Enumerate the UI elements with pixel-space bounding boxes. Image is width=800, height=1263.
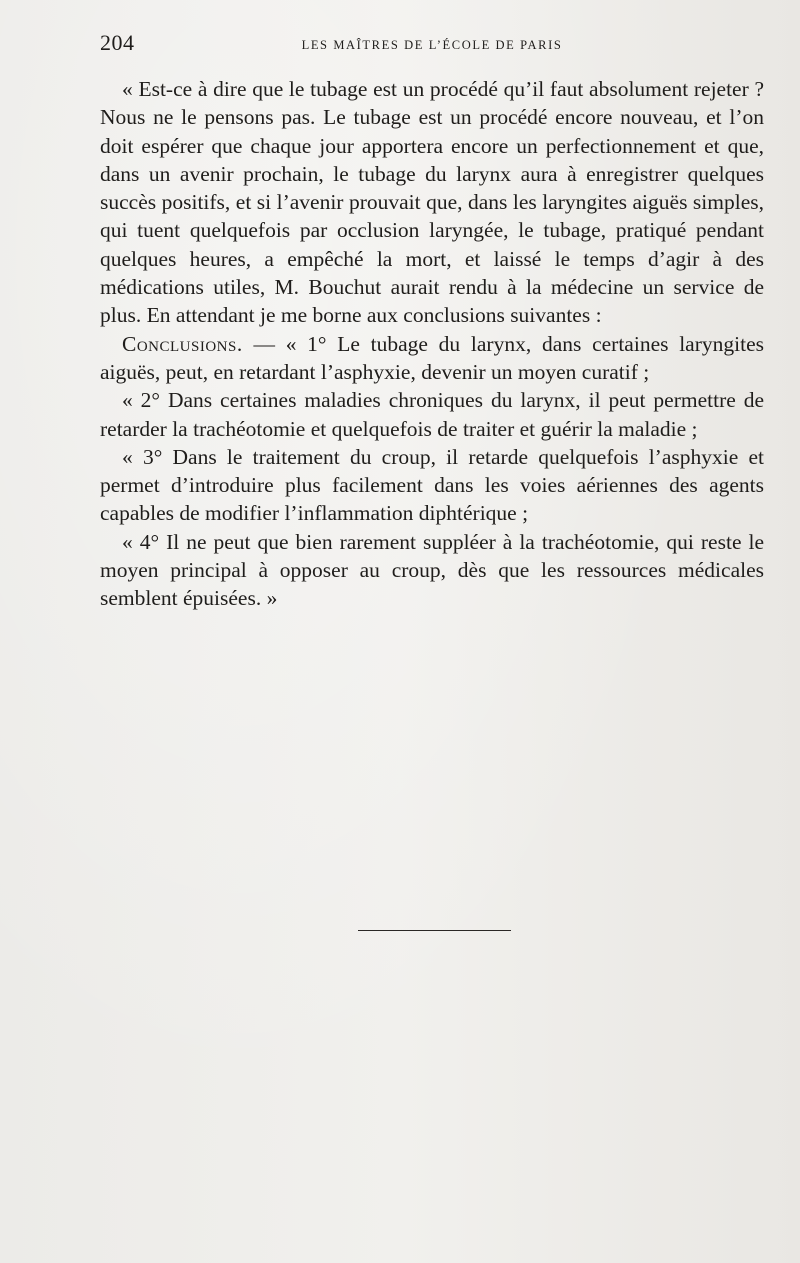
conclusions-label: Conclusions. (122, 331, 243, 356)
running-head: LES MAÎTRES DE L’ÉCOLE DE PARIS (301, 38, 563, 52)
paragraph (100, 330, 764, 387)
section-end-rule (358, 930, 511, 931)
body-text (100, 75, 764, 613)
paragraph (100, 386, 764, 443)
paragraph (100, 443, 764, 528)
page-header (100, 30, 764, 60)
paragraph-text: — « 1° Le tubage du larynx, dans certaines laryngites aiguës, peut, en retardant l’asphyxie, devenir un moyen curatif ; (100, 331, 764, 384)
page-number: 204 (100, 30, 135, 55)
paragraph-text: « Est-ce à dire que le tubage est un procédé qu’il faut absolument rejeter ? Nous ne le pensons pas. Le tubage est un procédé encore nouveau, et l’on doit espérer que chaque jour apportera encore un perfectionnement et que, dans un avenir prochain, le tubage du larynx aura à enregistrer quelques succès positifs, et si l’avenir prouvait que, dans les laryngites aiguës simples, qui tuent quelquefois par occlusion laryngée, le tubage, pratiqué pendant quelques heures, a empêché la mort, et laissé le temps d’agir à des médications utiles, M. Bouchut aurait rendu à la médecine un service de plus. En attendant je me borne aux conclusions suivantes : (100, 77, 764, 328)
paragraph-text: « 3° Dans le traitement du croup, il retarde quelquefois l’asphyxie et permet d’introduire plus facilement dans les voies aériennes des agents capables de modifier l’inflammation diphtérique ; (100, 444, 764, 526)
paragraph-text: « 4° Il ne peut que bien rarement suppléer à la trachéotomie, qui reste le moyen principal à opposer au croup, dès que les ressources médicales semblent épuisées. » (100, 529, 764, 611)
paragraph-text: « 2° Dans certaines maladies chroniques du larynx, il peut permettre de retarder la trachéotomie et quelquefois de traiter et guérir la maladie ; (100, 388, 764, 441)
paragraph (100, 528, 764, 613)
paragraph (100, 75, 764, 330)
